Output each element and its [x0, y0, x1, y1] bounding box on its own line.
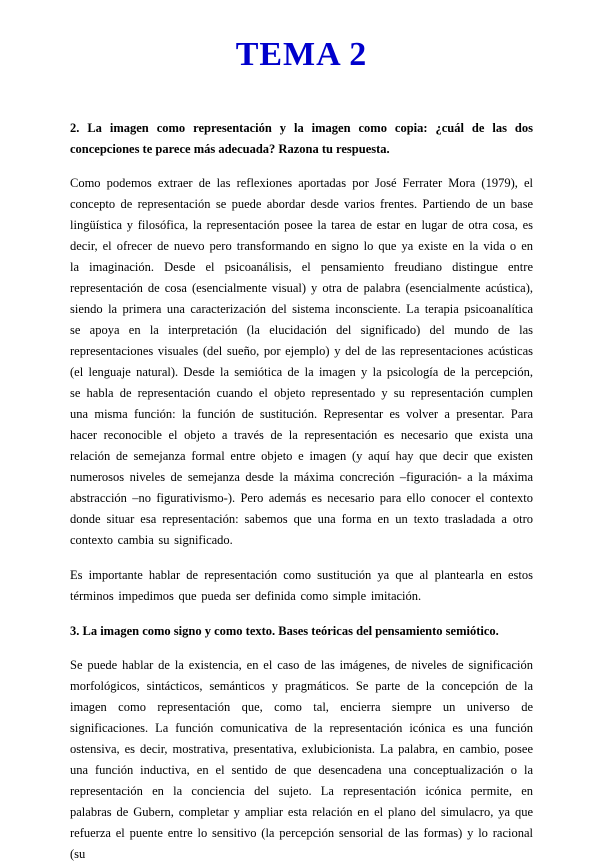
page-title: TEMA 2: [235, 36, 368, 73]
paragraph: Es importante hablar de representación como sustitución ya que al plantearla en estos términos impedimos que pueda ser definida como simple imitación.: [70, 568, 533, 603]
section-heading-3: 3. La imagen como signo y como texto. Bases teóricas del pensamiento semiótico.: [70, 624, 499, 638]
paragraph: Se puede hablar de la existencia, en el caso de las imágenes, de niveles de significación morfológicos, sintácticos, semánticos y pragmáticos. Se parte de la concepción de la imagen como representación que, como tal, encierra siempre un universo de significaciones. La función comunicativa de la representación icónica es una función ostensiva, es decir, mostrativa, presentativa, exlubicionista. La palabra, en cambio, posee una función inductiva, en el sentido de que desencadena una conceptualización o la representación en la conciencia del sujeto. La representación icónica permite, en palabras de Gubern, completar y ampliar esta relación en el plano del simulacro, ya que refuerza el puente entre lo sensitivo (la percepción sensorial de las formas) y lo racional (su: [70, 658, 533, 861]
section-heading-2: 2. La imagen como representación y la imagen como copia: ¿cuál de las dos concepciones te parece más adecuada? Razona tu respuesta.: [70, 121, 533, 156]
paragraph: Como podemos extraer de las reflexiones aportadas por José Ferrater Mora (1979), el concepto de representación se puede abordar desde varios frentes. Partiendo de un base lingüística y filosófica, la representación posee la tarea de estar en lugar de otra cosa, es decir, el ofrecer de nuevo pero transformando en signo lo que ya existe en la vida o en la imaginación. Desde el psicoanálisis, el pensamiento freudiano distingue entre representación de cosa (esencialmente visual) y otra de palabra (esencialmente acústica), siendo la primera una caracterización del sistema inconsciente. La terapia psicoanalítica se apoya en la interpretación (la elucidación del significado) del mundo de las representaciones visuales (del sueño, por ejemplo) y del de las representaciones acústicas (el lenguaje natural). Desde la semiótica de la imagen y la psicología de la percepción, se habla de representación cuando el objeto representado y su representación cumplen una misma función: la función de sustitución. Representar es volver a presentar. Para hacer reconocible el objeto a través de la representación es necesario que exista una relación de semejanza formal entre objeto e imagen (y aquí hay que decir que existen numerosos niveles de semejanza desde la máxima concreción –figuración- a la máxima abstracción –no figurativismo-). Pero además es necesario para ello conocer el contexto donde situar esa representación: sabemos que una forma en un texto trasladada a otro contexto cambia su significado.: [70, 176, 533, 547]
